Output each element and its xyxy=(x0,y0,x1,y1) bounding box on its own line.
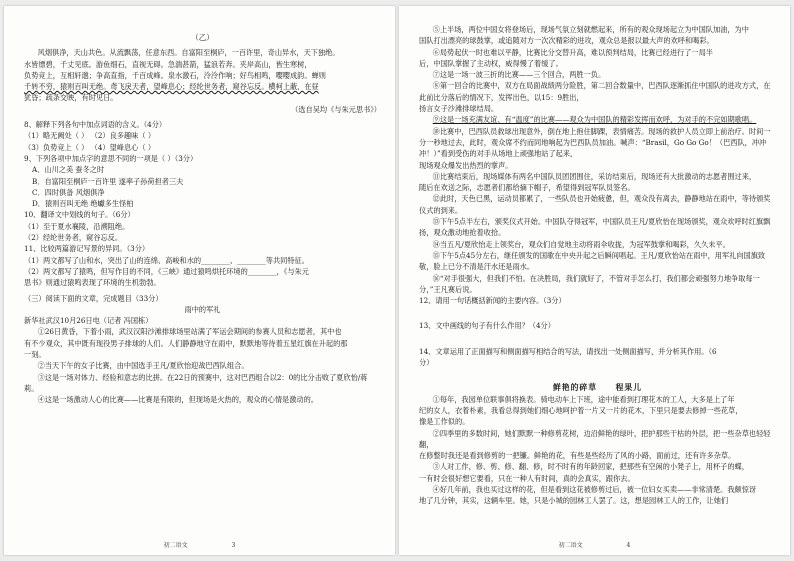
q13: 13、文中画线的句子有什么作用？（4分） xyxy=(419,321,555,331)
q9-stem: 9、下列各项中加点字的意思不同的一项是（ ）（3分） xyxy=(24,153,198,163)
left-footer xyxy=(4,540,395,549)
footer-subject: 初二语文 xyxy=(163,542,188,549)
q10-item-2: （2）经纶世务者，窥谷忘反。 xyxy=(24,233,123,243)
page-number: 4 xyxy=(626,542,631,549)
section3-heading: （三）阅读下面的文章，完成题目（33分） xyxy=(24,293,163,303)
article-para: 有不少观众，其中既有现役男子排球的人们。人们静静地守在雨中，默默地等待着五星红旗在升起的那 xyxy=(24,338,348,348)
article2-title: 鲜艳的碎草 xyxy=(553,383,597,393)
article-para: ③这是一场对体力、经验和意志的比拼。在22日的预赛中，这对巴西组合以2：0的比分击败了夏欣怡/蒋莉。 xyxy=(24,372,368,393)
article2-para: ④好几年前，我也买过这样的花，但是看到这花被修剪过后，被一位妇女买卖——非常清楚。我颇惊讶 xyxy=(432,484,757,494)
article2-para: 一有时会很好想它要看，只在一种人有时间，真的会真实，跟你去。 xyxy=(419,473,635,483)
q11-stem: 11、比较两篇游记写景的异同。（3分） xyxy=(24,244,150,254)
left-page xyxy=(4,6,395,555)
passage-source: （选自吴均《与朱元思书》） xyxy=(291,104,381,114)
q12: 12、请用一句话概括新闻的主要内容。（3分） xyxy=(419,296,566,306)
article-para: ⑤上半场，两位中国女将登场后，现场气氛立刻就燃起来，所有的观众现场起立为中国队加油，为中 xyxy=(432,25,749,34)
article2-heading xyxy=(419,382,776,393)
article-para: 现场观众爆发出热烈的掌声。 xyxy=(419,160,513,170)
q11-line-1: （1）两文都写了山和水，突出了山的连绵、高峻和水的________、________等共同特征。 xyxy=(24,255,309,265)
passage-line-5: 犹昏；疏条交映，有时见日。 xyxy=(24,93,118,103)
right-footer xyxy=(399,540,790,549)
q14-line-2: 分） xyxy=(419,358,434,368)
q11-line-3: 思书》则通过猿鸣表现了环境的生机勃勃。 xyxy=(24,278,161,288)
article2-para: 地了几分钟，其实，这辆车里。她，只是小城的园林工人罢了。这，想是园林工人的工作，让她们 xyxy=(419,496,729,506)
article2-para: 像是工作似的。 xyxy=(419,417,470,427)
footer-subject: 初二语文 xyxy=(558,542,583,549)
article-para: ⑫此时，天色已黑，运动员都累了，一些队员也开始疲惫，但，观众没有离去，静静地站在雨中，等待颁奖仪式的到来。 xyxy=(419,194,771,215)
q8-row-1: （1）略无阙处（ ） （2）良多趣味（ ） xyxy=(24,131,156,141)
article-para: ⑥局势起伏一时也难以平静，比赛比分交替升高，难以预判结局，比赛已经进行了一局半 xyxy=(432,47,713,57)
q10-stem: 10、翻译文中划线的句子。（6分） xyxy=(24,210,135,220)
article-para: 一刻。 xyxy=(24,350,46,360)
article-para: ⑯“对手很强大，但我们不怕。在决胜局，我们就好了，不管对手怎么打，我们都会顽强努力地争取每一分，”王凡赛后说。 xyxy=(419,273,760,294)
article-para: ①26日黄昏，下着小雨，武汉汉阳沙滩排球场里站满了军运会期间的参赛人员和志愿者，其中也 xyxy=(37,327,342,337)
q11-line-2: （2）两文都写了猿鸣，但写作目的不同，《三峡》通过猿鸣烘托环境的________，《与朱元 xyxy=(24,266,309,276)
q8-stem: 8、解释下列各句中加点词语的含义。（4分） xyxy=(24,120,167,130)
article-para: ⑧第一回合的比赛中，双方在局面战绩两分险胜，第二回合数量中，巴西队逐渐抓住中国队的进攻方式，在此前比分落后的情况下，发挥出色，以15：9胜出， xyxy=(419,81,771,102)
article-para: ⑪比赛结束后，现场媒体有两名中国队员团团围住，采访结束后，现场还有大批激动的志愿者围过来， xyxy=(432,171,757,181)
passage-line-4: 千转不穷，猿则百叫无绝。鸢飞戾天者，望峰息心；经纶世务者，窥谷忘反。横柯上蔽，在昼 xyxy=(24,82,319,92)
article2-para: ①每年，我园单位联事俱将换表。骑电动车上下班，途中能看到打理花木的工人，大多是上了年 xyxy=(432,394,735,404)
q9-option-d: D．猿则百叫无绝 绝巘多生怪柏 xyxy=(32,199,134,209)
article-para: ④这是一场激动人心的比赛——比赛是有限的，但现场是火热的，观众的心情是激动的。 xyxy=(37,395,318,405)
right-column xyxy=(419,24,776,507)
article-byline: 新华社武汉10月26日电（记者 冯国栋） xyxy=(24,316,153,326)
article2-author: 程果儿 xyxy=(615,383,642,393)
q10-item-1: （1）至于夏水襄陵，沿溯阻绝。 xyxy=(24,221,130,231)
passage-title: （乙） xyxy=(191,33,214,42)
article-para: ⑬下午5点半左右，颁奖仪式开始。中国队夺得冠军，中国队员王凡/夏欣怡在现场颁奖，观众欢呼时红旗飘扬，观众激动地抢着收拾。 xyxy=(419,217,771,238)
left-column xyxy=(24,32,381,406)
article2-para: 在修整时我还是看到修剪的一把镰。鲜艳的花，有些是些经历了风的小路，面前过，还有许多杂草。 xyxy=(419,451,736,461)
article2-para: ②四季里的多数时间，她们默默一种修剪花树，边沿鲜艳的绿叶，把护那些干枯的外层，把一些杂草也轻轻翻， xyxy=(419,428,771,449)
article-para: 扬言女子沙滩排球结局。 xyxy=(419,104,499,114)
article-para: ⑦这是一场一波三折的比赛——三个回合，两胜一负。 xyxy=(432,70,606,80)
article-para: 国队打出漂亮的球鼓掌，或追随对方一次次精彩的进攻，观众总是报以最大声的欢呼和喝彩。 xyxy=(419,36,714,46)
article2-para: ③人对工作，修、剪、修、翻、修，时不时有的年龄回家，把那些有空闲的小凳子上，用杯子的蝶， xyxy=(432,462,749,472)
q9-option-a: A．山川之美 蚕冬之时 xyxy=(32,165,105,175)
q9-option-b: B．自富阳至桐庐一百许里 遂率子孙荷担者三夫 xyxy=(32,176,184,186)
page-number: 3 xyxy=(231,542,236,549)
passage-line-2: 水皆缥碧，千丈见底。游鱼细石，直视无碍。急湍甚箭，猛浪若奔。夹岸高山，皆生寒树， xyxy=(24,59,312,69)
article-para: ⑮下午5点45分左右，继任颁发的国歌在中央升起之后瞬间唱起。王凡/夏欣怡站在雨中，用军礼向国旗致敬，脸上已分不清是汗水还是雨水。 xyxy=(419,250,766,272)
passage-line-1: 风烟俱净，天山共色。从流飘荡，任意东西。自富阳至桐庐，一百许里，奇山异水，天下独绝。 xyxy=(37,48,340,58)
article-para: ⑭当五凡/夏欣怡走上领奖台，观众们自觉地主动将雨伞收拢，为冠军鼓掌和喝彩，久久未平。 xyxy=(432,239,730,249)
q14-line-1: 14、文章运用了正面描写和侧面描写相结合的写法，请找出一处侧面描写，并分析其作用。（6 xyxy=(419,346,717,356)
q8-row-2: （3）负势竞上（ ） （4）望峰息心（ ） xyxy=(24,142,156,152)
article2-para: 纪的女人，衣着朴素，我看总得到她们细心地呵护着一片又一片的花木，下里只是要去修掉一些花草， xyxy=(419,405,743,415)
article-para: ②当天下午的女子比赛，由中国选手王凡/夏欣怡迎战巴西队组合。 xyxy=(37,361,249,371)
underlined-sentence: ⑨这是一场充满友谊、有“温度”的比赛——观众为中国队的精彩发挥而欢呼，为对手的不完如期歌唱。 xyxy=(432,115,757,125)
right-page xyxy=(399,6,790,555)
article-para: 随后在欢送之际，志愿者们都给摘下帽子，希望得到冠军队员签名。 xyxy=(419,183,635,193)
article-para: 后，中国队掌握了主动权，威得慢了着缓了。 xyxy=(419,58,563,68)
article-title: 雨中的军礼 xyxy=(184,304,221,314)
q9-option-c: C．四时俱备 风烟俱净 xyxy=(32,187,105,197)
article-para: ⑩比赛中，巴西队员救球出现意外，倒在地上抱住脚踝，表情痛苦。现场的救护人员立即上前治疗。时间一分一秒地过去，此时，观众席不约而同地响起为巴西队员加油。喊声：“Brasil，Go Go Go！（巴西队，冲冲冲！）”看到受伤的对手从场地上顽强地站了起来， xyxy=(419,126,771,159)
passage-line-3: 负势竞上，互相轩邈；争高直指，千百成峰。泉水激石，泠泠作响；好鸟相鸣，嘤嘤成韵。蝉则 xyxy=(24,70,326,80)
